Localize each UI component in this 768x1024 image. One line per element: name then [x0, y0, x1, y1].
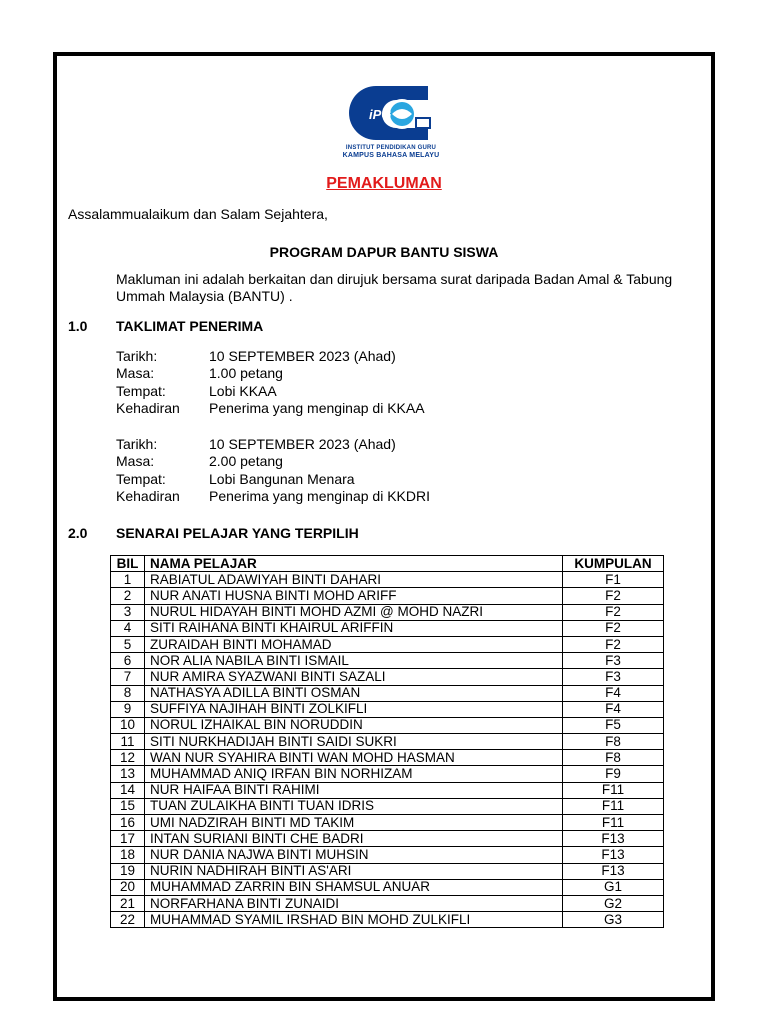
- section2-heading: SENARAI PELAJAR YANG TERPILIH: [116, 525, 359, 541]
- table-row: [111, 734, 664, 750]
- row-nama-cell: NUR ANATI HUSNA BINTI MOHD ARIFF: [145, 588, 563, 604]
- session1-attendance-label: Kehadiran: [116, 400, 180, 416]
- row-kumpulan-cell: F13: [563, 863, 664, 879]
- row-nama-cell: NATHASYA ADILLA BINTI OSMAN: [145, 685, 563, 701]
- greeting: Assalammualaikum dan Salam Sejahtera,: [68, 206, 328, 222]
- session2-place-label: Tempat:: [116, 471, 166, 487]
- row-nama-cell: SUFFIYA NAJIHAH BINTI ZOLKIFLI: [145, 701, 563, 717]
- row-nama-cell: MUHAMMAD ZARRIN BIN SHAMSUL ANUAR: [145, 879, 563, 895]
- session1-date-label: Tarikh:: [116, 348, 158, 364]
- row-nama-cell: MUHAMMAD SYAMIL IRSHAD BIN MOHD ZULKIFLI: [145, 912, 563, 928]
- row-kumpulan-cell: G1: [563, 879, 664, 895]
- session2-attendance-label: Kehadiran: [116, 488, 180, 504]
- table-row: [111, 669, 664, 685]
- column-header-nama: NAMA PELAJAR: [145, 556, 563, 572]
- row-kumpulan-cell: G3: [563, 912, 664, 928]
- table-row: [111, 815, 664, 831]
- row-kumpulan-cell: F11: [563, 798, 664, 814]
- row-bil-cell: 7: [111, 669, 145, 685]
- table-row: [111, 604, 664, 620]
- section2-number: 2.0: [68, 525, 88, 541]
- row-kumpulan-cell: F3: [563, 653, 664, 669]
- session2-time-value: 2.00 petang: [209, 453, 283, 469]
- row-nama-cell: RABIATUL ADAWIYAH BINTI DAHARI: [145, 572, 563, 588]
- row-bil-cell: 19: [111, 863, 145, 879]
- row-kumpulan-cell: F2: [563, 636, 664, 652]
- row-kumpulan-cell: F11: [563, 782, 664, 798]
- table-header-row: [111, 556, 664, 572]
- session1-place-value: Lobi KKAA: [209, 383, 277, 399]
- row-bil-cell: 4: [111, 620, 145, 636]
- row-bil-cell: 16: [111, 815, 145, 831]
- student-list-table: [110, 555, 664, 928]
- session1-time-value: 1.00 petang: [209, 365, 283, 381]
- row-kumpulan-cell: F2: [563, 588, 664, 604]
- row-kumpulan-cell: F13: [563, 831, 664, 847]
- row-nama-cell: NOR ALIA NABILA BINTI ISMAIL: [145, 653, 563, 669]
- session2-attendance-value: Penerima yang menginap di KKDRI: [209, 488, 431, 504]
- table-row: [111, 798, 664, 814]
- row-nama-cell: NUR DANIA NAJWA BINTI MUHSIN: [145, 847, 563, 863]
- session2-place-value: Lobi Bangunan Menara: [209, 471, 355, 487]
- row-bil-cell: 22: [111, 912, 145, 928]
- row-nama-cell: SITI NURKHADIJAH BINTI SAIDI SUKRI: [145, 734, 563, 750]
- row-nama-cell: NORUL IZHAIKAL BIN NORUDDIN: [145, 717, 563, 733]
- row-kumpulan-cell: F4: [563, 685, 664, 701]
- intro-line-2: Ummah Malaysia (BANTU) .: [116, 288, 293, 304]
- table-row: [111, 701, 664, 717]
- logo-campus-name: KAMPUS BAHASA MELAYU: [342, 152, 440, 159]
- session2-date-value: 10 SEPTEMBER 2023 (Ahad): [209, 436, 396, 452]
- table-row: [111, 636, 664, 652]
- row-bil-cell: 8: [111, 685, 145, 701]
- table-row: [111, 879, 664, 895]
- table-row: [111, 653, 664, 669]
- row-nama-cell: NURUL HIDAYAH BINTI MOHD AZMI @ MOHD NAZRI: [145, 604, 563, 620]
- table-row: [111, 750, 664, 766]
- row-bil-cell: 21: [111, 895, 145, 911]
- session1-attendance-value: Penerima yang menginap di KKAA: [209, 400, 425, 416]
- row-kumpulan-cell: F5: [563, 717, 664, 733]
- table-row: [111, 782, 664, 798]
- row-kumpulan-cell: F11: [563, 815, 664, 831]
- row-bil-cell: 20: [111, 879, 145, 895]
- row-kumpulan-cell: F9: [563, 766, 664, 782]
- row-kumpulan-cell: F3: [563, 669, 664, 685]
- row-bil-cell: 3: [111, 604, 145, 620]
- table-row: [111, 831, 664, 847]
- row-bil-cell: 12: [111, 750, 145, 766]
- row-kumpulan-cell: F2: [563, 620, 664, 636]
- row-nama-cell: MUHAMMAD ANIQ IRFAN BIN NORHIZAM: [145, 766, 563, 782]
- row-kumpulan-cell: F2: [563, 604, 664, 620]
- program-title: PROGRAM DAPUR BANTU SISWA: [269, 244, 499, 260]
- row-bil-cell: 17: [111, 831, 145, 847]
- student-rows: [111, 572, 664, 928]
- intro-line-1: Makluman ini adalah berkaitan dan dirujuk bersama surat daripada Badan Amal & Tabung: [116, 271, 673, 287]
- row-bil-cell: 2: [111, 588, 145, 604]
- session1-place-label: Tempat:: [116, 383, 166, 399]
- row-bil-cell: 13: [111, 766, 145, 782]
- table-row: [111, 588, 664, 604]
- column-header-kumpulan: KUMPULAN: [563, 556, 664, 572]
- row-nama-cell: INTAN SURIANI BINTI CHE BADRI: [145, 831, 563, 847]
- table-row: [111, 717, 664, 733]
- row-bil-cell: 11: [111, 734, 145, 750]
- row-kumpulan-cell: F4: [563, 701, 664, 717]
- row-nama-cell: WAN NUR SYAHIRA BINTI WAN MOHD HASMAN: [145, 750, 563, 766]
- table-row: [111, 766, 664, 782]
- row-bil-cell: 5: [111, 636, 145, 652]
- logo-institute-name: INSTITUT PENDIDIKAN GURU: [345, 145, 437, 151]
- table-row: [111, 685, 664, 701]
- row-nama-cell: NUR AMIRA SYAZWANI BINTI SAZALI: [145, 669, 563, 685]
- row-bil-cell: 14: [111, 782, 145, 798]
- row-bil-cell: 1: [111, 572, 145, 588]
- ipg-emblem-icon: [336, 82, 446, 144]
- section1-number: 1.0: [68, 318, 88, 334]
- row-bil-cell: 6: [111, 653, 145, 669]
- table-row: [111, 895, 664, 911]
- row-nama-cell: ZURAIDAH BINTI MOHAMAD: [145, 636, 563, 652]
- page-title: PEMAKLUMAN: [326, 175, 442, 192]
- session1-date-value: 10 SEPTEMBER 2023 (Ahad): [209, 348, 396, 364]
- row-nama-cell: NUR HAIFAA BINTI RAHIMI: [145, 782, 563, 798]
- row-nama-cell: SITI RAIHANA BINTI KHAIRUL ARIFFIN: [145, 620, 563, 636]
- row-bil-cell: 15: [111, 798, 145, 814]
- row-nama-cell: NURIN NADHIRAH BINTI AS'ARI: [145, 863, 563, 879]
- row-kumpulan-cell: F13: [563, 847, 664, 863]
- table-row: [111, 912, 664, 928]
- row-bil-cell: 18: [111, 847, 145, 863]
- row-nama-cell: TUAN ZULAIKHA BINTI TUAN IDRIS: [145, 798, 563, 814]
- table-row: [111, 572, 664, 588]
- row-kumpulan-cell: F8: [563, 750, 664, 766]
- ipg-logo: [336, 82, 446, 162]
- svg-text:iPG: iPG: [369, 107, 392, 122]
- row-kumpulan-cell: G2: [563, 895, 664, 911]
- row-bil-cell: 10: [111, 717, 145, 733]
- table-row: [111, 863, 664, 879]
- table-row: [111, 620, 664, 636]
- row-kumpulan-cell: F8: [563, 734, 664, 750]
- table-row: [111, 847, 664, 863]
- row-nama-cell: NORFARHANA BINTI ZUNAIDI: [145, 895, 563, 911]
- row-bil-cell: 9: [111, 701, 145, 717]
- row-nama-cell: UMI NADZIRAH BINTI MD TAKIM: [145, 815, 563, 831]
- column-header-bil: BIL: [111, 556, 145, 572]
- session2-time-label: Masa:: [116, 453, 155, 469]
- session2-date-label: Tarikh:: [116, 436, 158, 452]
- row-kumpulan-cell: F1: [563, 572, 664, 588]
- section1-heading: TAKLIMAT PENERIMA: [116, 318, 264, 334]
- session1-time-label: Masa:: [116, 365, 155, 381]
